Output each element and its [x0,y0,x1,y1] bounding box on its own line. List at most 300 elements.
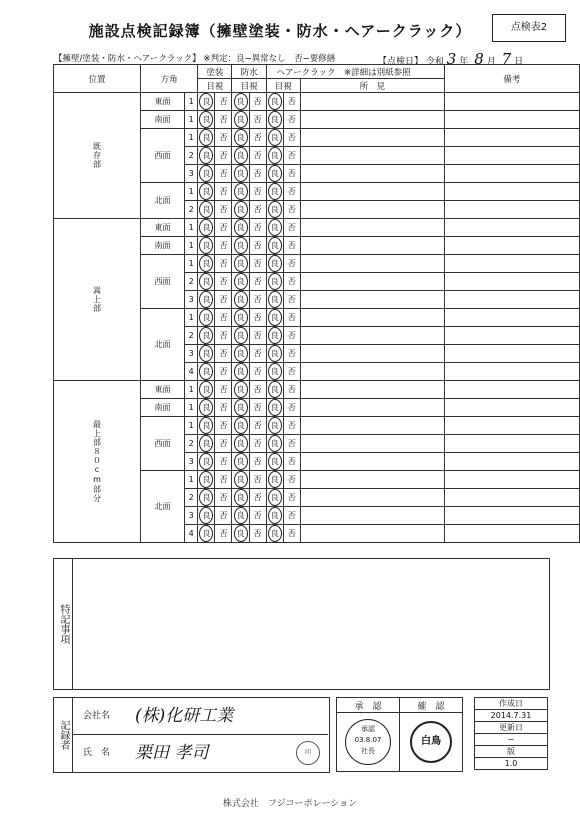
remarks-cell[interactable] [444,363,579,381]
findings-cell[interactable] [300,309,444,327]
good-mark[interactable] [198,237,215,255]
good-label: 良 [270,241,279,250]
approval-table [336,697,463,772]
findings-cell[interactable] [300,183,444,201]
good-mark[interactable] [232,435,249,453]
bad-mark[interactable] [215,399,232,417]
good-mark[interactable] [198,183,215,201]
inspection-date: 【点検日】 令和 3 年 8 月 7 日 [378,50,524,68]
remarks-cell[interactable] [444,291,579,309]
bad-mark[interactable] [249,345,266,363]
row-number: 1 [185,399,198,417]
bad-label: 否 [219,205,228,214]
bad-mark[interactable] [283,219,300,237]
personal-seal: 印 [296,741,320,765]
bad-mark[interactable] [283,435,300,453]
good-mark[interactable] [198,471,215,489]
good-mark[interactable] [198,219,215,237]
good-mark[interactable] [198,201,215,219]
good-mark[interactable] [232,129,249,147]
bad-mark[interactable] [249,147,266,165]
bad-label: 否 [219,457,228,466]
direction-label: 南面 [141,399,185,417]
recorder-box [53,697,330,773]
recorder-label: 記録者 [54,698,73,772]
bad-label: 否 [253,241,262,250]
bad-label: 否 [219,313,228,322]
findings-cell[interactable] [300,453,444,471]
good-label: 良 [270,277,279,286]
findings-cell[interactable] [300,165,444,183]
bad-mark[interactable] [215,255,232,273]
bad-mark[interactable] [215,363,232,381]
section-label: 最上部８０cm部分 [54,381,141,543]
bad-mark[interactable] [249,255,266,273]
good-mark[interactable] [232,345,249,363]
good-label: 良 [270,349,279,358]
bad-mark[interactable] [283,291,300,309]
bad-mark[interactable] [283,183,300,201]
bad-mark[interactable] [249,453,266,471]
good-mark[interactable] [232,237,249,255]
updated-value: − [475,734,548,746]
good-mark[interactable] [232,507,249,525]
bad-mark[interactable] [215,93,232,111]
bad-mark[interactable] [249,111,266,129]
section-label: 既存部 [54,93,141,219]
good-mark[interactable] [232,399,249,417]
good-mark[interactable] [266,453,283,471]
bad-label: 否 [219,331,228,340]
direction-label: 北面 [141,309,185,381]
remarks-cell[interactable] [444,507,579,525]
bad-mark[interactable] [215,201,232,219]
findings-cell[interactable] [300,129,444,147]
company-value[interactable]: (株)化研工業 [135,706,234,726]
remarks-cell[interactable] [444,129,579,147]
good-mark[interactable] [266,345,283,363]
judgement-legend: 【擁壁/塗装・防水・ヘアークラック】 ※判定：良−異常なし 否−要修繕 [54,54,336,64]
bad-mark[interactable] [249,489,266,507]
bad-mark[interactable] [215,147,232,165]
remarks-cell[interactable] [444,417,579,435]
remarks-cell[interactable] [444,183,579,201]
findings-cell[interactable] [300,273,444,291]
good-label: 良 [236,259,245,268]
good-label: 良 [270,475,279,484]
good-mark[interactable] [198,309,215,327]
bad-mark[interactable] [215,219,232,237]
good-mark[interactable] [232,201,249,219]
bad-mark[interactable] [283,201,300,219]
good-mark[interactable] [266,363,283,381]
findings-cell[interactable] [300,237,444,255]
bad-mark[interactable] [283,165,300,183]
good-mark[interactable] [266,417,283,435]
remarks-cell[interactable] [444,273,579,291]
good-label: 良 [202,493,211,502]
bad-mark[interactable] [215,453,232,471]
good-label: 良 [270,205,279,214]
bad-mark[interactable] [283,453,300,471]
bad-mark[interactable] [249,435,266,453]
good-mark[interactable] [232,453,249,471]
good-mark[interactable] [232,165,249,183]
bad-mark[interactable] [249,363,266,381]
bad-label: 否 [219,385,228,394]
findings-cell[interactable] [300,381,444,399]
bad-label: 否 [253,349,262,358]
direction-label: 南面 [141,111,185,129]
bad-mark[interactable] [249,309,266,327]
bad-mark[interactable] [249,237,266,255]
good-label: 良 [202,205,211,214]
good-label: 良 [236,133,245,142]
good-label: 良 [236,97,245,106]
good-mark[interactable] [232,471,249,489]
remarks-cell[interactable] [444,489,579,507]
bad-mark[interactable] [215,309,232,327]
good-label: 良 [202,439,211,448]
good-mark[interactable] [198,453,215,471]
good-mark[interactable] [266,399,283,417]
good-label: 良 [202,313,211,322]
good-mark[interactable] [198,345,215,363]
good-mark[interactable] [198,147,215,165]
remarks-cell[interactable] [444,93,579,111]
good-mark[interactable] [266,201,283,219]
bad-mark[interactable] [215,471,232,489]
findings-cell[interactable] [300,327,444,345]
remarks-cell[interactable] [444,255,579,273]
good-mark[interactable] [232,255,249,273]
bad-mark[interactable] [249,165,266,183]
row-number: 3 [185,507,198,525]
bad-mark[interactable] [215,507,232,525]
good-mark[interactable] [198,399,215,417]
good-mark[interactable] [198,417,215,435]
company-row [73,698,328,734]
findings-cell[interactable] [300,525,444,543]
bad-label: 否 [219,169,228,178]
bad-mark[interactable] [283,525,300,543]
findings-cell[interactable] [300,507,444,525]
good-mark[interactable] [232,147,249,165]
findings-cell[interactable] [300,489,444,507]
bad-mark[interactable] [283,417,300,435]
bad-mark[interactable] [215,111,232,129]
good-mark[interactable] [232,183,249,201]
good-mark[interactable] [232,381,249,399]
direction-label: 東面 [141,219,185,237]
good-mark[interactable] [198,489,215,507]
bad-mark[interactable] [249,507,266,525]
findings-cell[interactable] [300,291,444,309]
special-notes-box[interactable] [53,558,550,690]
good-mark[interactable] [232,219,249,237]
good-label: 良 [236,331,245,340]
visual-header: 目視 [232,79,266,93]
good-label: 良 [236,187,245,196]
good-label: 良 [202,385,211,394]
findings-cell[interactable] [300,363,444,381]
bad-mark[interactable] [283,255,300,273]
good-mark[interactable] [232,273,249,291]
good-mark[interactable] [266,471,283,489]
bad-mark[interactable] [215,183,232,201]
bad-label: 否 [287,457,296,466]
waterproof-header: 防水 [232,65,266,79]
good-label: 良 [236,529,245,538]
direction-label: 東面 [141,93,185,111]
good-mark[interactable] [266,435,283,453]
good-mark[interactable] [232,525,249,543]
direction-label: 西面 [141,255,185,309]
good-mark[interactable] [198,435,215,453]
good-mark[interactable] [232,111,249,129]
good-mark[interactable] [266,381,283,399]
bad-mark[interactable] [249,471,266,489]
bad-label: 否 [287,277,296,286]
remarks-cell[interactable] [444,399,579,417]
remarks-cell[interactable] [444,381,579,399]
good-label: 良 [236,457,245,466]
bad-mark[interactable] [249,327,266,345]
bad-label: 否 [253,187,262,196]
good-label: 良 [202,223,211,232]
bad-label: 否 [253,403,262,412]
good-mark[interactable] [266,327,283,345]
row-number: 2 [185,273,198,291]
name-value[interactable]: 栗田 孝司 [135,743,209,763]
bad-mark[interactable] [283,507,300,525]
bad-mark[interactable] [215,345,232,363]
bad-label: 否 [287,475,296,484]
findings-cell[interactable] [300,255,444,273]
name-row [73,734,328,771]
good-mark[interactable] [266,291,283,309]
bad-mark[interactable] [215,237,232,255]
date-year[interactable]: 3 [446,50,457,68]
findings-cell[interactable] [300,147,444,165]
bad-mark[interactable] [215,381,232,399]
good-label: 良 [202,97,211,106]
good-mark[interactable] [232,327,249,345]
company-label: 会社名 [83,711,111,721]
good-label: 良 [236,115,245,124]
good-mark[interactable] [232,363,249,381]
bad-label: 否 [287,493,296,502]
bad-label: 否 [219,475,228,484]
good-mark[interactable] [266,273,283,291]
bad-mark[interactable] [249,219,266,237]
remarks-cell[interactable] [444,165,579,183]
bad-mark[interactable] [283,273,300,291]
good-mark[interactable] [266,147,283,165]
remarks-cell[interactable] [444,471,579,489]
row-number: 1 [185,309,198,327]
bad-mark[interactable] [283,309,300,327]
bad-mark[interactable] [283,111,300,129]
good-mark[interactable] [266,111,283,129]
good-mark[interactable] [266,255,283,273]
good-mark[interactable] [198,129,215,147]
bad-label: 否 [219,403,228,412]
bad-mark[interactable] [283,489,300,507]
remarks-cell[interactable] [444,309,579,327]
good-mark[interactable] [266,507,283,525]
direction-label: 東面 [141,381,185,399]
good-mark[interactable] [198,525,215,543]
bad-label: 否 [253,421,262,430]
good-label: 良 [202,151,211,160]
bad-mark[interactable] [283,381,300,399]
table-row [54,219,580,237]
good-mark[interactable] [198,507,215,525]
bad-mark[interactable] [283,345,300,363]
bad-mark[interactable] [249,93,266,111]
bad-mark[interactable] [249,525,266,543]
remarks-cell[interactable] [444,345,579,363]
bad-label: 否 [253,277,262,286]
findings-cell[interactable] [300,111,444,129]
findings-cell[interactable] [300,417,444,435]
direction-label: 北面 [141,183,185,219]
bad-label: 否 [253,511,262,520]
bad-mark[interactable] [215,273,232,291]
findings-cell[interactable] [300,435,444,453]
date-month[interactable]: 8 [474,50,484,68]
bad-label: 否 [219,151,228,160]
bad-mark[interactable] [283,363,300,381]
bad-label: 否 [287,187,296,196]
remarks-cell[interactable] [444,219,579,237]
good-mark[interactable] [266,525,283,543]
good-mark[interactable] [198,165,215,183]
findings-cell[interactable] [300,219,444,237]
row-number: 3 [185,165,198,183]
good-mark[interactable] [266,93,283,111]
bad-label: 否 [219,295,228,304]
bad-mark[interactable] [249,417,266,435]
good-mark[interactable] [198,93,215,111]
bad-mark[interactable] [215,327,232,345]
remarks-cell[interactable] [444,525,579,543]
findings-cell[interactable] [300,471,444,489]
good-mark[interactable] [198,255,215,273]
good-mark[interactable] [232,417,249,435]
good-mark[interactable] [198,381,215,399]
good-mark[interactable] [266,129,283,147]
direction-label: 北面 [141,471,185,543]
findings-cell[interactable] [300,399,444,417]
good-mark[interactable] [232,489,249,507]
remarks-cell[interactable] [444,327,579,345]
bad-mark[interactable] [249,291,266,309]
updated-label: 更新日 [475,722,548,734]
bad-mark[interactable] [283,327,300,345]
bad-mark[interactable] [249,183,266,201]
good-label: 良 [270,367,279,376]
good-label: 良 [236,223,245,232]
bad-mark[interactable] [283,399,300,417]
good-label: 良 [270,421,279,430]
bad-mark[interactable] [215,291,232,309]
good-label: 良 [270,439,279,448]
good-label: 良 [270,97,279,106]
good-mark[interactable] [266,309,283,327]
bad-mark[interactable] [215,129,232,147]
good-mark[interactable] [266,489,283,507]
bad-mark[interactable] [249,201,266,219]
good-mark[interactable] [266,183,283,201]
bad-mark[interactable] [215,489,232,507]
bad-mark[interactable] [215,165,232,183]
visual-header: 目視 [266,79,300,93]
good-mark[interactable] [232,309,249,327]
good-mark[interactable] [198,273,215,291]
remarks-cell[interactable] [444,237,579,255]
good-mark[interactable] [198,291,215,309]
bad-label: 否 [287,313,296,322]
remarks-cell[interactable] [444,453,579,471]
bad-label: 否 [253,385,262,394]
good-label: 良 [202,295,211,304]
good-mark[interactable] [232,93,249,111]
good-mark[interactable] [198,363,215,381]
date-day[interactable]: 7 [501,50,512,68]
bad-mark[interactable] [215,417,232,435]
bad-mark[interactable] [249,399,266,417]
good-mark[interactable] [266,237,283,255]
good-mark[interactable] [198,111,215,129]
findings-cell[interactable] [300,93,444,111]
good-mark[interactable] [232,291,249,309]
remarks-cell[interactable] [444,201,579,219]
good-label: 良 [202,277,211,286]
row-number: 3 [185,291,198,309]
bad-label: 否 [253,493,262,502]
direction-label: 南面 [141,237,185,255]
good-label: 良 [236,349,245,358]
bad-mark[interactable] [283,129,300,147]
good-label: 良 [202,367,211,376]
good-mark[interactable] [266,219,283,237]
bad-mark[interactable] [249,381,266,399]
bad-label: 否 [287,295,296,304]
remarks-cell[interactable] [444,435,579,453]
findings-cell[interactable] [300,201,444,219]
bad-mark[interactable] [283,147,300,165]
bad-mark[interactable] [215,435,232,453]
remarks-cell[interactable] [444,111,579,129]
good-label: 良 [202,457,211,466]
good-mark[interactable] [198,327,215,345]
row-number: 3 [185,345,198,363]
remarks-cell[interactable] [444,147,579,165]
bad-mark[interactable] [283,93,300,111]
bad-mark[interactable] [283,471,300,489]
good-label: 良 [236,205,245,214]
good-mark[interactable] [266,165,283,183]
bad-mark[interactable] [249,129,266,147]
good-label: 良 [270,529,279,538]
bad-mark[interactable] [249,273,266,291]
bad-mark[interactable] [215,525,232,543]
good-label: 良 [202,511,211,520]
findings-cell[interactable] [300,345,444,363]
bad-mark[interactable] [283,237,300,255]
